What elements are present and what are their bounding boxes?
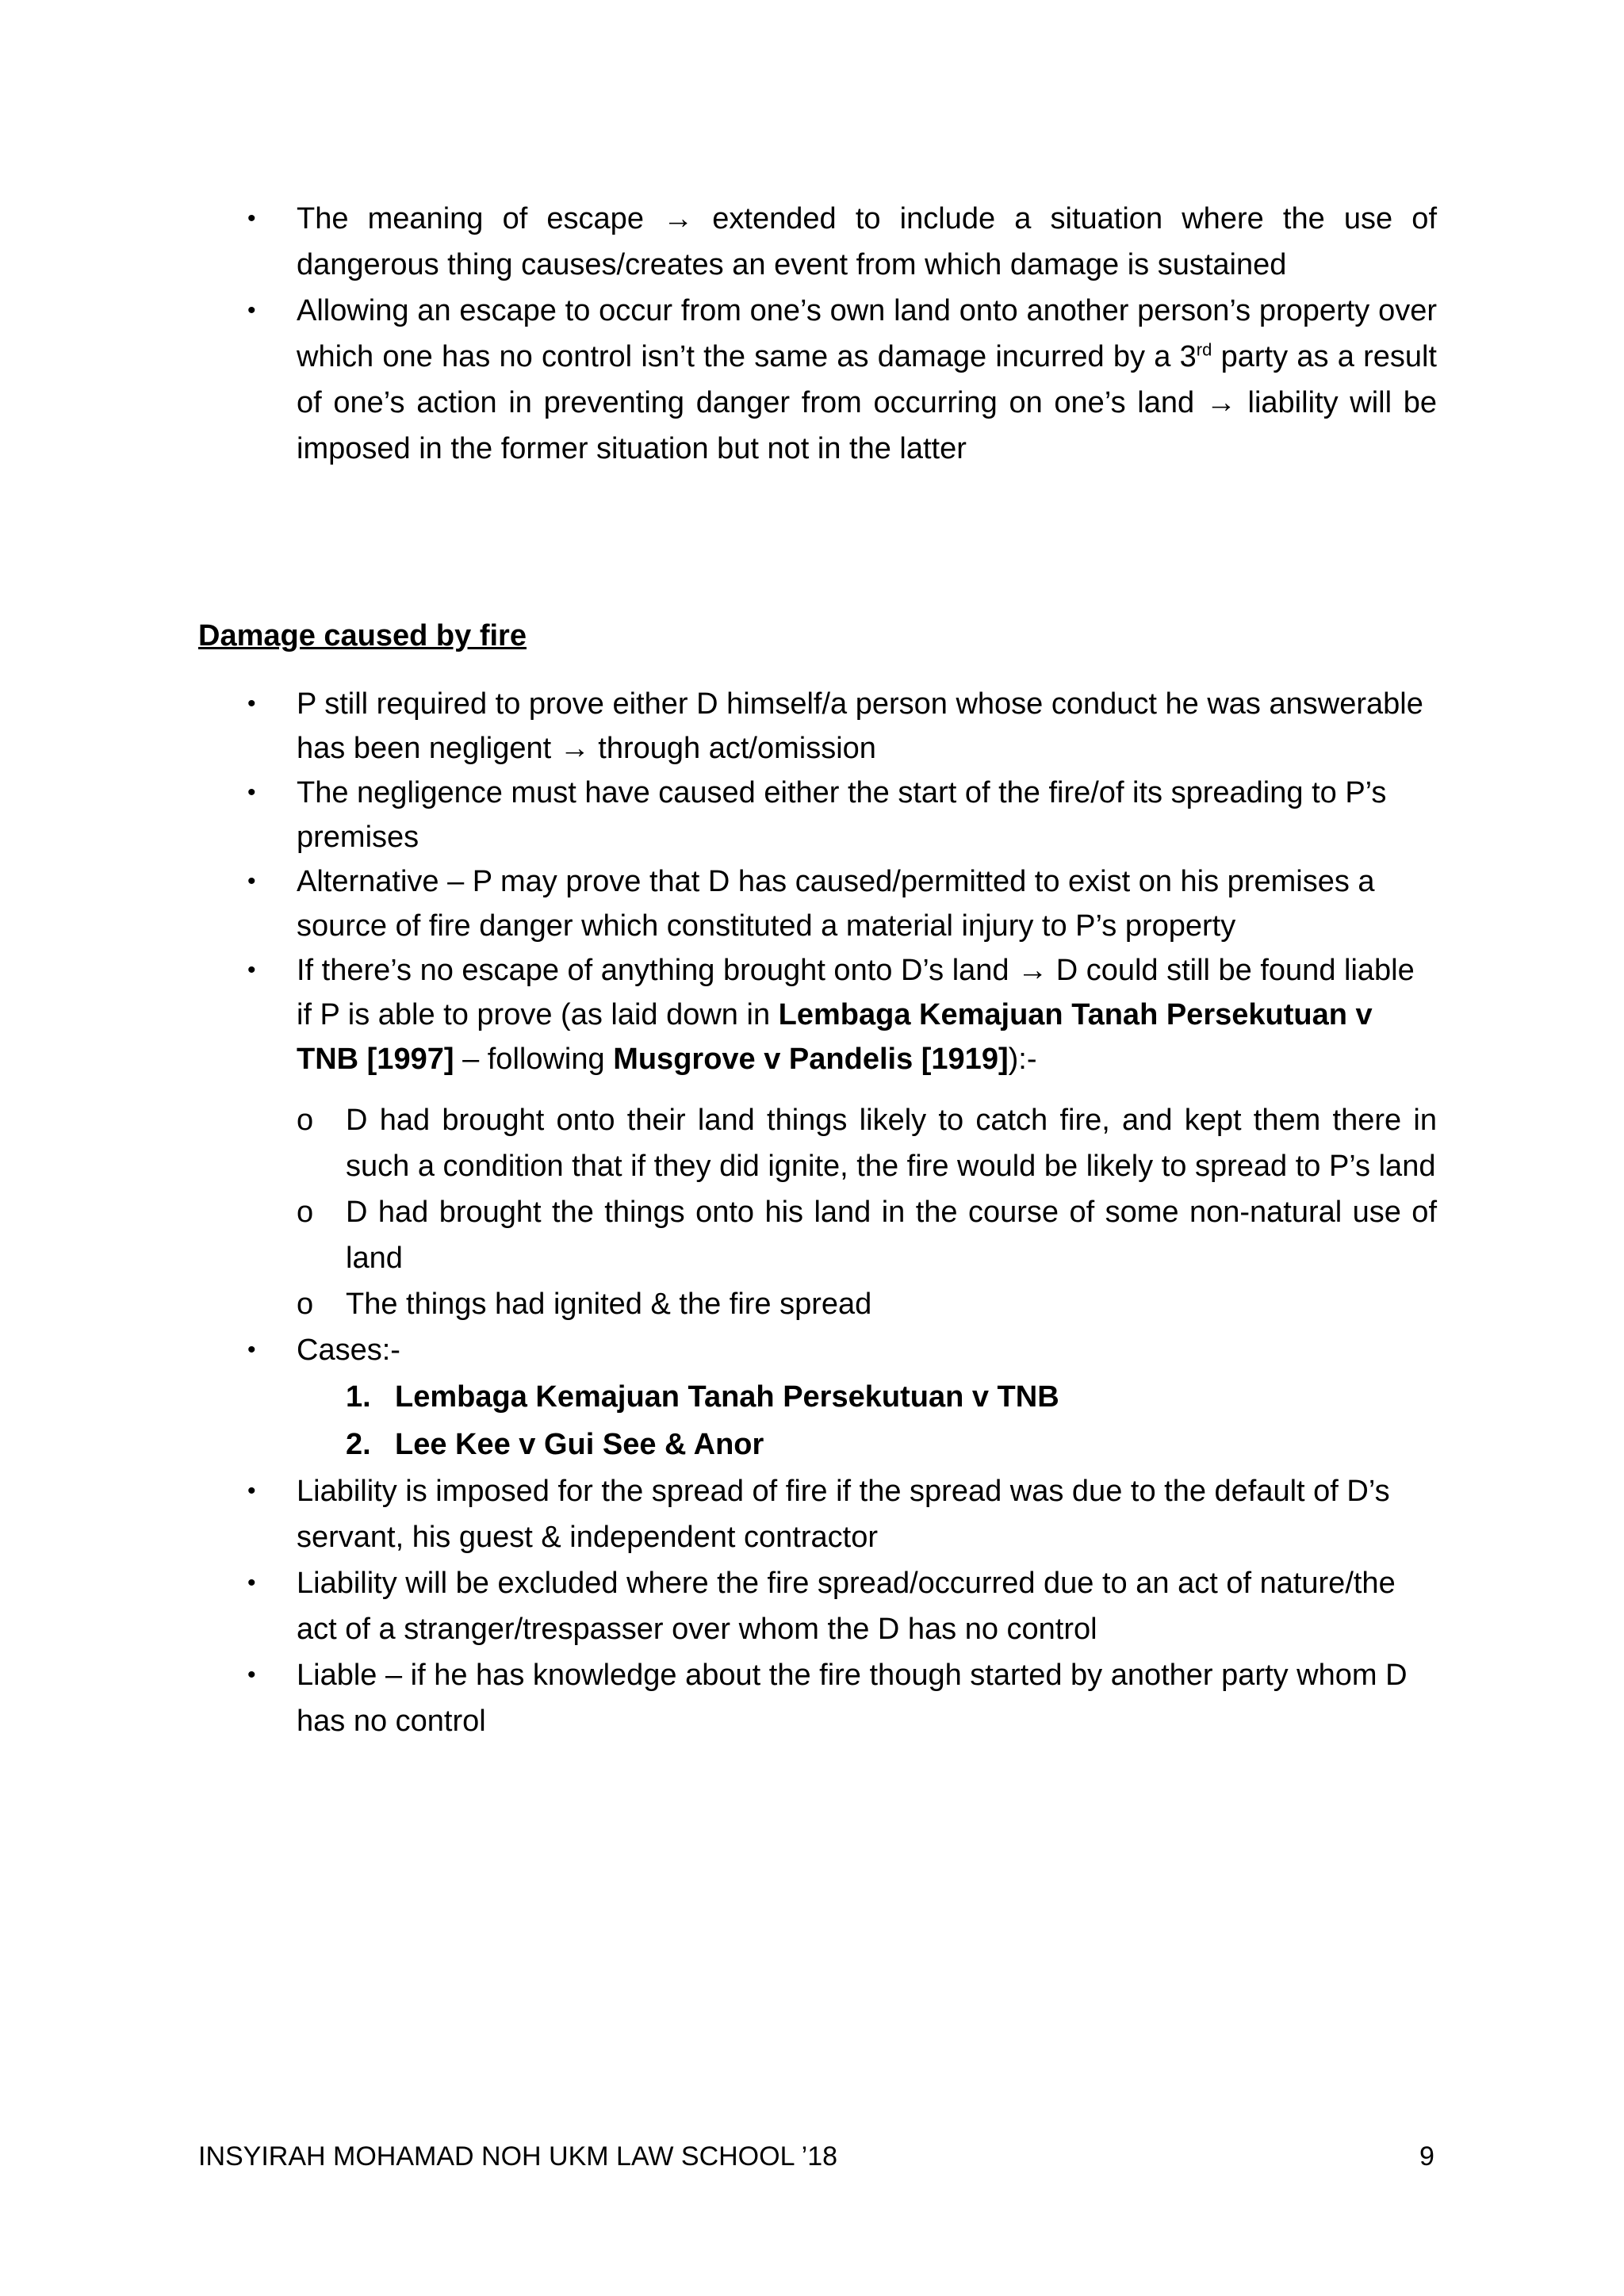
bullet-icon: • (247, 297, 256, 323)
cases-list (297, 1373, 1437, 1468)
sub-list-item: o The things had ignited & the fire spread (297, 1281, 1437, 1327)
bullet-icon: • (247, 957, 256, 983)
intro-bullet-list (198, 196, 1437, 472)
list-item: • Liable – if he has knowledge about the fire though started by another party whom D has no control (198, 1652, 1437, 1744)
list-item: • If there’s no escape of anything brought onto D’s land → D could still be found liable if P is able to prove (as laid down in Lembaga Kemajuan Tanah Persekutuan v TNB [1997] – following Musgrove v Pandelis [1919]):- o D had brought onto their land things likely to catch fire, and kept them there in such a condition that if they did ignite, the fire would be likely to spread to P’s land o D had brought the things onto his land in the course of some non-natural use of land o The things had ignited & the fire spread (198, 948, 1437, 1327)
list-item: • Cases:- 1. Lembaga Kemajuan Tanah Persekutuan v TNB 2. Lee Kee v Gui See & Anor (198, 1327, 1437, 1468)
list-item: • Alternative – P may prove that D has caused/permitted to exist on his premises a source of fire danger which constituted a material injury to P’s property (198, 859, 1437, 948)
bullet-icon: • (247, 1478, 256, 1504)
page-number: 9 (1419, 2141, 1434, 2172)
fire-bullet-list (198, 682, 1437, 1744)
bullet-icon: • (247, 691, 256, 717)
bullet-icon: • (247, 1337, 256, 1363)
circle-bullet-icon: o (297, 1196, 314, 1229)
arrow-icon: → (559, 732, 590, 765)
circle-bullet-icon: o (297, 1104, 314, 1137)
arrow-icon: → (1017, 954, 1048, 987)
bullet-icon: • (247, 205, 256, 232)
sub-list-item: o D had brought the things onto his land in the course of some non-natural use of land (297, 1189, 1437, 1281)
case-item: 1. Lembaga Kemajuan Tanah Persekutuan v TNB (346, 1380, 1059, 1414)
bullet-icon: • (247, 1570, 256, 1596)
sub-list-item: o D had brought onto their land things likely to catch fire, and kept them there in such a condition that if they did ignite, the fire would be likely to spread to P’s land (297, 1097, 1437, 1189)
arrow-icon: → (663, 202, 694, 235)
list-item: • Liability will be excluded where the fire spread/occurred due to an act of nature/the act of a stranger/trespasser over whom the D has no control (198, 1560, 1437, 1652)
list-item: • The negligence must have caused either the start of the fire/of its spreading to P’s premises (198, 771, 1437, 859)
bullet-icon: • (247, 868, 256, 894)
footer-author: INSYIRAH MOHAMAD NOH UKM LAW SCHOOL ’18 (198, 2141, 838, 2172)
case-citation: Musgrove v Pandelis [1919] (613, 1043, 1009, 1076)
list-item: • Allowing an escape to occur from one’s own land onto another person’s property over which one has no control isn’t the same as damage incurred by a 3rd party as a result of one’s action in preventing danger from occurring on one’s land → liability will be imposed in the former situation but not in the latter (198, 288, 1437, 472)
bullet-icon: • (247, 1662, 256, 1688)
section-heading: Damage caused by fire (198, 619, 527, 652)
list-item: • The meaning of escape → extended to include a situation where the use of dangerous thing causes/creates an event from which damage is sustained (198, 196, 1437, 288)
case-citation: Lembaga Kemajuan Tanah Persekutuan v TNB [1997] (297, 998, 1373, 1076)
case-item: 2. Lee Kee v Gui See & Anor (346, 1428, 764, 1461)
arrow-icon: → (1205, 386, 1236, 419)
list-item: • Liability is imposed for the spread of fire if the spread was due to the default of D’s servant, his guest & independent contractor (198, 1468, 1437, 1560)
list-item: • P still required to prove either D himself/a person whose conduct he was answerable has been negligent → through act/omission (198, 682, 1437, 771)
circle-bullet-icon: o (297, 1288, 314, 1321)
bullet-icon: • (247, 779, 256, 806)
sub-bullet-list (297, 1097, 1437, 1327)
